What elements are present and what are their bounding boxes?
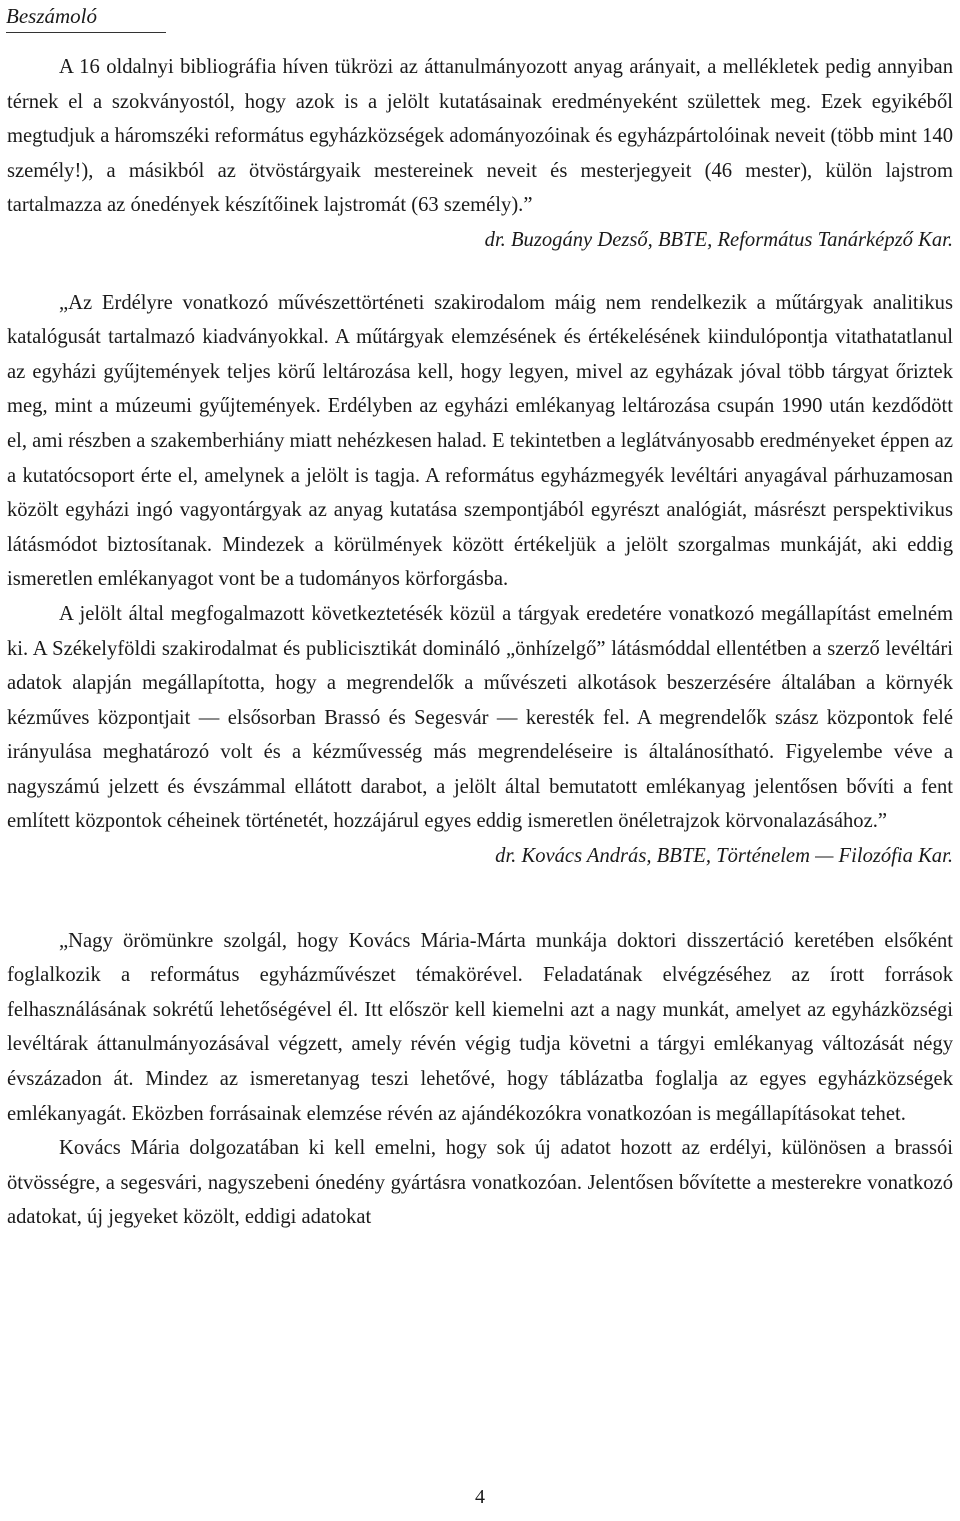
page-body [7, 50, 953, 1235]
review-2-paragraph-2: A jelölt által megfogalmazott következtetésék közül a tárgyak eredetére vonatkozó megállapítást emelném ki. A Székelyföldi szakirodalmat és publicisztikát domináló „önhízelgő” látásmóddal ellentétben a szerző levéltári adatok alapján megállapította, hogy a megrendelők a művészeti alkotások beszerzésére általában a környék kézműves központjait — elsősorban Brassó és Segesvár — keresték fel. A megrendelők szász központok felé irányulása meghatározó volt és a kézművesség más megrendeléseire is általánosítható. Figyelembe véve a nagyszámú jelzett és évszámmal ellátott darabot, a jelölt által bemutatott emlékanyag jelentősen bővíti a fent említett központok céheinek történetét, hozzájárul egyes eddig ismeretlen önéletrajzok körvonalazásához.” [7, 602, 953, 833]
section-spacer [7, 874, 953, 924]
review-3-paragraph-2: Kovács Mária dolgozatában ki kell emelni, hogy sok új adatot hozott az erdélyi, különösen a brassói ötvösségre, a segesvári, nagyszebeni ónedény gyártásra vonatkozóan. Jelentősen bővítette a mesterekre vonatkozó adatokat, új jegyeket közölt, eddigi adatokat [7, 1137, 953, 1229]
review-2-paragraph-1: „Az Erdélyre vonatkozó művészettörténeti szakirodalom máig nem rendelkezik a műtárgyak analitikus katalógusát tartalmazó kiadványokkal. A műtárgyak elemzésének és értékelésének kiindulópontja vitathatatlanul az egyházi gyűjtemények teljes körű leltározása kell, hogy legyen, mivel az egyházak jóval több tárgyat őriztek meg, mint a múzeumi gyűjtemények. Erdélyben az egyházi emlékanyag leltározása csupán 1990 után kezdődött el, ami részben a szakemberhiány miatt nehézkesen halad. E tekintetben a leglátványosabb eredményeket éppen az a kutatócsoport érte el, amelynek a jelölt is tagja. A református egyházmegyék levéltári anyagával párhuzamosan közölt egyházi ingó vagyontárgyak az anyag kutatása szempontjából egyrészt analógiát, másrészt perspektivikus látásmódot biztosítanak. Mindezek a körülmények között értékeljük a jelölt szorgalmas munkáját, aki eddig ismeretlen emlékanyagot vont be a tudományos körforgásba. [7, 291, 953, 591]
section-spacer [7, 258, 953, 286]
review-3-paragraph-1: „Nagy örömünkre szolgál, hogy Kovács Mária-Márta munkája doktori disszertáció keretében elsőként foglalkozik a református egyházművészet témakörével. Feladatának elvégzéséhez az írott források felhasználásának sokrétű lehetőségével él. Itt először kell kiemelni azt a nagy munkát, amelyet az egyházközségi levéltárak áttanulmányozásával végzett, amely révén végig tudja követni a tárgyi emlékanyag változását négy évszázadon át. Mindez az ismeretanyag teszi lehetővé, hogy táblázatba foglalja az egyes egyházközségek emlékanyagát. Eközben forrásainak elemzése révén az ajándékozókra vonatkozóan is megállapításokat tehet. [7, 929, 953, 1125]
review-1-signature: dr. Buzogány Dezső, BBTE, Református Tanárképző Kar. [484, 228, 953, 251]
review-2-signature: dr. Kovács András, BBTE, Történelem — Filozófia Kar. [495, 845, 953, 868]
running-header [6, 2, 166, 33]
review-1-text: A 16 oldalnyi bibliográfia híven tükrözi az áttanulmányozott anyag arányait, a mellékletek pedig annyiban térnek el a szokványostól, hogy azok is a jelölt kutatásainak eredményeként születtek meg. Ezek egyikéből megtudjuk a háromszéki református egyházközségek adományozóinak és egyházpártolóinak neveit (több mint 140 személy!), a másikból az ötvöstárgyaik mestereinek neveit és mesterjegyeit (46 mester), külön lajstrom tartalmazza az ónedények készítőinek lajstromát (63 személy).” [7, 56, 953, 217]
header-title: Beszámoló [6, 4, 97, 28]
page-number: 4 [475, 1486, 485, 1508]
